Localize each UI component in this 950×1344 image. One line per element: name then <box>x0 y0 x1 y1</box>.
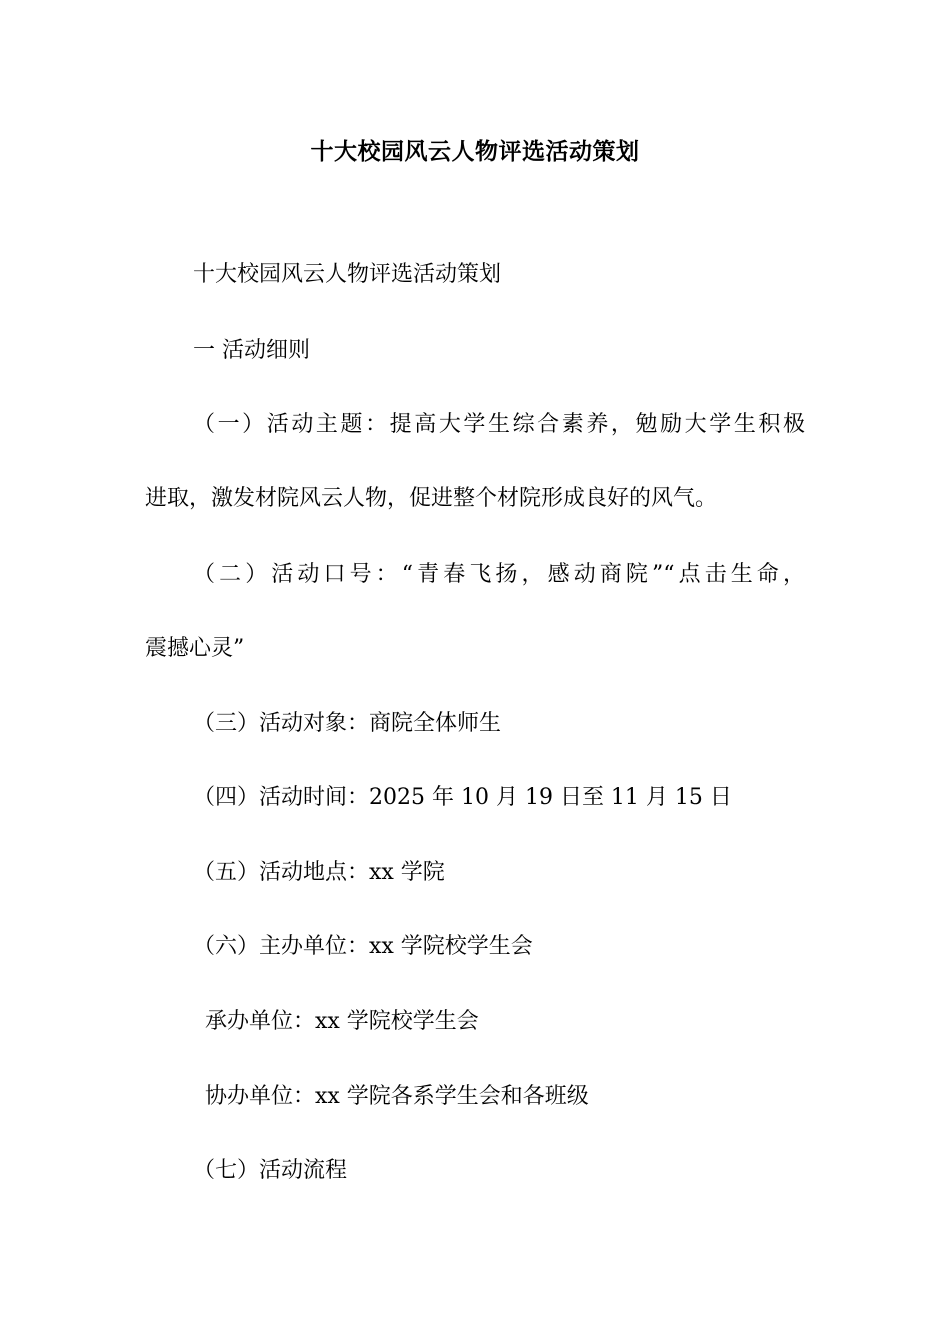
paragraph-audience: （三）活动对象：商院全体师生 <box>193 711 502 736</box>
paragraph-undertaker: 承办单位：xx 学院校学生会 <box>205 1009 479 1034</box>
section-heading-activity-rules: 一 活动细则 <box>193 338 310 363</box>
paragraph-slogan-line2: 震撼心灵” <box>145 636 245 661</box>
paragraph-theme-line1: （一）活动主题：提高大学生综合素养，勉励大学生积极 <box>193 412 805 437</box>
paragraph-location: （五）活动地点：xx 学院 <box>193 860 445 885</box>
paragraph-slogan-line1: （二）活动口号：“青春飞扬，感动商院”“点击生命， <box>193 562 805 587</box>
paragraph-theme-line2: 进取，激发材院风云人物，促进整个材院形成良好的风气。 <box>145 486 718 511</box>
document-title: 十大校园风云人物评选活动策划 <box>310 138 640 165</box>
paragraph-process-heading: （七）活动流程 <box>193 1158 348 1183</box>
paragraph-time: （四）活动时间：2025 年 10 月 19 日至 11 月 15 日 <box>193 785 732 810</box>
paragraph-heading: 十大校园风云人物评选活动策划 <box>193 262 502 287</box>
paragraph-organizer: （六）主办单位：xx 学院校学生会 <box>193 934 533 959</box>
paragraph-co-organizer: 协办单位：xx 学院各系学生会和各班级 <box>205 1084 589 1109</box>
